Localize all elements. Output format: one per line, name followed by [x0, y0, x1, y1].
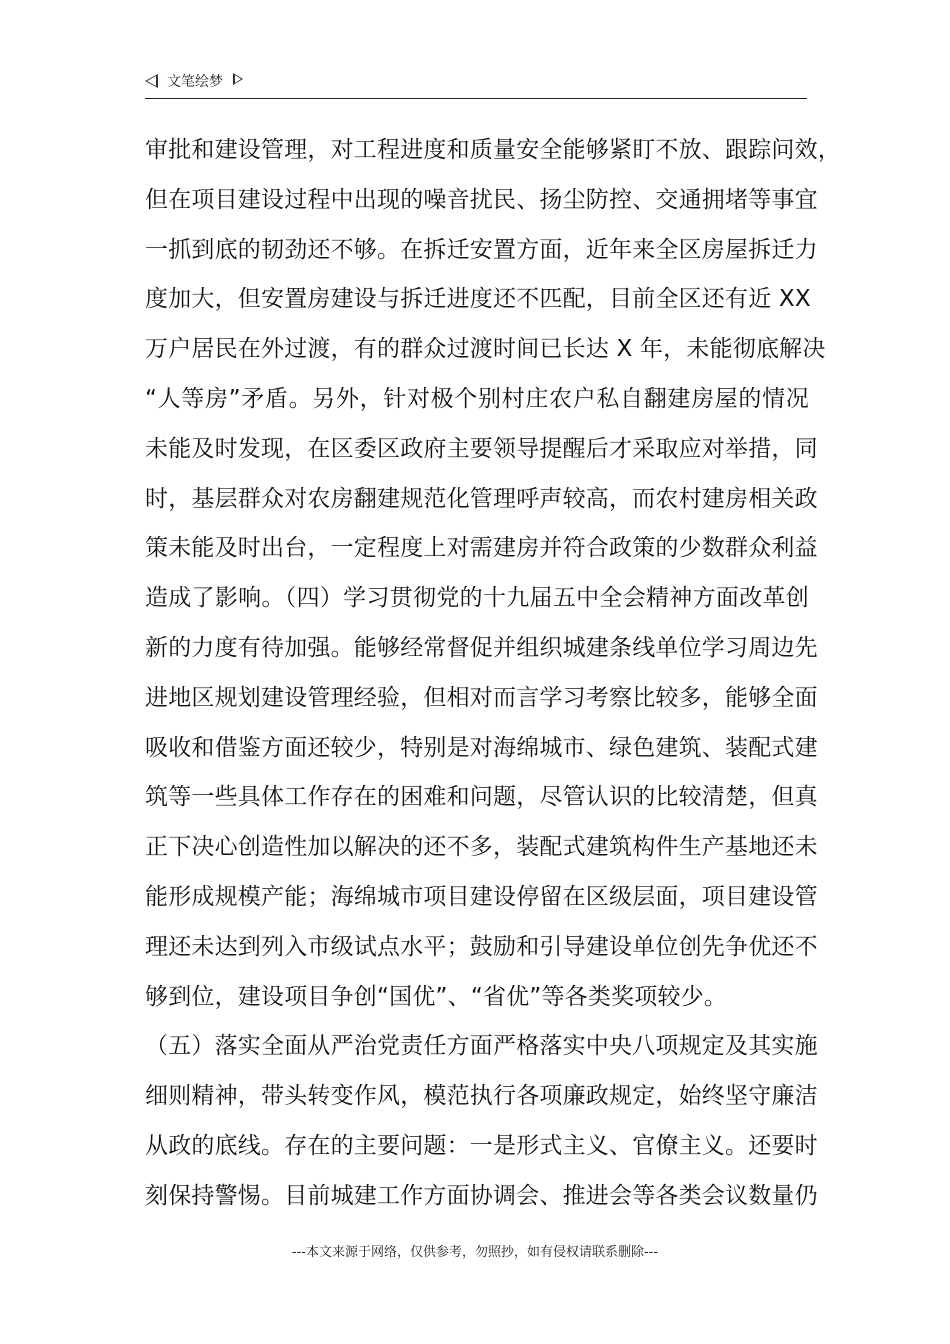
text-line: 新的力度有待加强。能够经常督促并组织城建条线单位学习周边先	[145, 634, 818, 661]
text-line: 吸收和借鉴方面还较少，特别是对海绵城市、绿色建筑、装配式建	[145, 734, 818, 761]
left-triangle-icon	[145, 74, 158, 88]
text-line: 刻保持警惕。目前城建工作方面协调会、推进会等各类会议数量仍	[145, 1182, 818, 1209]
text-line: 时，基层群众对农房翻建规范化管理呼声较高，而农村建房相关政	[145, 485, 818, 512]
header-title: 文笔绘梦	[167, 74, 223, 90]
text-line: 能形成规模产能；海绵城市项目建设停留在区级层面，项目建设管	[145, 883, 818, 910]
text-line: 审批和建设管理，对工程进度和质量安全能够紧盯不放、跟踪问效，	[145, 137, 841, 163]
text-line: 正下决心创造性加以解决的还不多，装配式建筑构件生产基地还未	[145, 834, 818, 861]
text-line: 理还未达到列入市级试点水平；鼓励和引导建设单位创先争优还不	[145, 933, 818, 960]
text-line: 策未能及时出台，一定程度上对需建房并符合政策的少数群众利益	[145, 535, 818, 562]
text-line: 但在项目建设过程中出现的噪音扰民、扬尘防控、交通拥堵等事宜	[145, 186, 818, 213]
text-line: 度加大，但安置房建设与拆迁进度还不匹配，目前全区还有近 XX	[145, 286, 811, 313]
text-line: 一抓到底的韧劲还不够。在拆迁安置方面，近年来全区房屋拆迁力	[145, 236, 818, 263]
text-line: “人等房”矛盾。另外，针对极个别村庄农户私自翻建房屋的情况	[145, 385, 809, 412]
text-line: （五）落实全面从严治党责任方面严格落实中央八项规定及其实施	[145, 1033, 818, 1060]
text-line: 细则精神，带头转变作风，模范执行各项廉政规定，始终坚守廉洁	[145, 1083, 818, 1110]
text-line: 造成了影响。（四）学习贯彻党的十九届五中全会精神方面改革创	[145, 585, 809, 612]
page-header	[145, 70, 807, 99]
text-line: 进地区规划建设管理经验，但相对而言学习考察比较多，能够全面	[145, 684, 818, 711]
text-line: 万户居民在外过渡，有的群众过渡时间已长达 X 年，未能彻底解决	[145, 336, 826, 363]
text-line: 未能及时发现，在区委区政府主要领导提醒后才采取应对举措，同	[145, 435, 818, 462]
page-footer: ---本文来源于网络，仅供参考，勿照抄，如有侵权请联系删除---	[291, 1245, 659, 1260]
text-line: 够到位，建设项目争创“国优”、“省优”等各类奖项较少。	[145, 983, 728, 1010]
text-line: 从政的底线。存在的主要问题：一是形式主义、官僚主义。还要时	[145, 1132, 818, 1159]
right-triangle-icon	[233, 73, 243, 85]
body-text	[145, 126, 841, 1222]
text-line: 筑等一些具体工作存在的困难和问题，尽管认识的比较清楚，但真	[145, 784, 818, 811]
